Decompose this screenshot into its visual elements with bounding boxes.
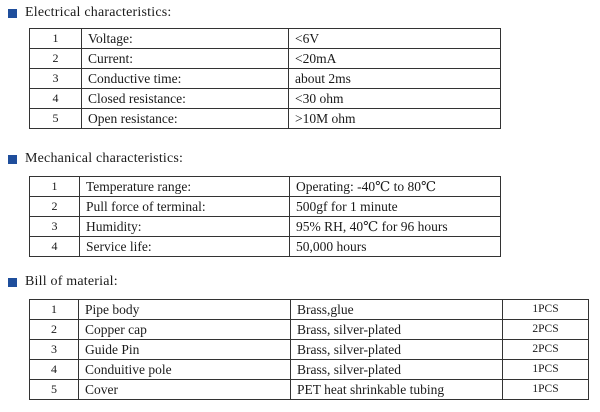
part-name: Cover xyxy=(79,380,291,400)
row-number: 2 xyxy=(30,320,79,340)
row-number: 4 xyxy=(30,237,80,257)
part-quantity: 2PCS xyxy=(503,320,589,340)
table-row xyxy=(30,29,501,49)
param-value: <30 ohm xyxy=(289,89,501,109)
table-row xyxy=(30,177,501,197)
mechanical-title-text: Mechanical characteristics: xyxy=(25,151,184,166)
part-material: Brass, silver-plated xyxy=(291,360,503,380)
param-name: Service life: xyxy=(80,237,290,257)
table-row xyxy=(30,217,501,237)
param-name: Conductive time: xyxy=(82,69,289,89)
table-row xyxy=(30,49,501,69)
param-name: Open resistance: xyxy=(82,109,289,129)
param-name: Closed resistance: xyxy=(82,89,289,109)
table-row xyxy=(30,340,589,360)
part-material: Brass, silver-plated xyxy=(291,320,503,340)
param-value: 50,000 hours xyxy=(290,237,501,257)
mechanical-section-title xyxy=(8,149,183,169)
param-value: >10M ohm xyxy=(289,109,501,129)
param-name: Temperature range: xyxy=(80,177,290,197)
row-number: 3 xyxy=(30,69,82,89)
table-row xyxy=(30,360,589,380)
section-bullet-icon xyxy=(8,155,17,164)
param-value: Operating: -40℃ to 80℃ xyxy=(290,177,501,197)
table-row xyxy=(30,300,589,320)
row-number: 5 xyxy=(30,380,79,400)
row-number: 5 xyxy=(30,109,82,129)
param-value: <20mA xyxy=(289,49,501,69)
row-number: 4 xyxy=(30,360,79,380)
table-row xyxy=(30,197,501,217)
row-number: 2 xyxy=(30,49,82,69)
param-name: Current: xyxy=(82,49,289,69)
part-name: Guide Pin xyxy=(79,340,291,360)
table-row xyxy=(30,89,501,109)
part-material: Brass,glue xyxy=(291,300,503,320)
part-quantity: 1PCS xyxy=(503,380,589,400)
table-row xyxy=(30,320,589,340)
row-number: 3 xyxy=(30,217,80,237)
part-quantity: 1PCS xyxy=(503,300,589,320)
part-material: PET heat shrinkable tubing xyxy=(291,380,503,400)
table-row xyxy=(30,237,501,257)
row-number: 4 xyxy=(30,89,82,109)
row-number: 1 xyxy=(30,177,80,197)
row-number: 1 xyxy=(30,29,82,49)
bom-title-text: Bill of material: xyxy=(25,274,118,289)
section-bullet-icon xyxy=(8,9,17,18)
electrical-table xyxy=(29,28,501,129)
table-row xyxy=(30,380,589,400)
part-name: Pipe body xyxy=(79,300,291,320)
bom-table xyxy=(29,299,589,400)
table-row xyxy=(30,109,501,129)
row-number: 1 xyxy=(30,300,79,320)
bom-section-title xyxy=(8,272,118,292)
row-number: 2 xyxy=(30,197,80,217)
part-quantity: 2PCS xyxy=(503,340,589,360)
param-name: Voltage: xyxy=(82,29,289,49)
part-material: Brass, silver-plated xyxy=(291,340,503,360)
table-row xyxy=(30,69,501,89)
electrical-title-text: Electrical characteristics: xyxy=(25,5,172,20)
param-value: 500gf for 1 minute xyxy=(290,197,501,217)
param-value: 95% RH, 40℃ for 96 hours xyxy=(290,217,501,237)
part-quantity: 1PCS xyxy=(503,360,589,380)
mechanical-table xyxy=(29,176,501,257)
param-name: Pull force of terminal: xyxy=(80,197,290,217)
part-name: Copper cap xyxy=(79,320,291,340)
electrical-section-title xyxy=(8,3,171,23)
section-bullet-icon xyxy=(8,278,17,287)
row-number: 3 xyxy=(30,340,79,360)
param-value: about 2ms xyxy=(289,69,501,89)
param-name: Humidity: xyxy=(80,217,290,237)
part-name: Conduitive pole xyxy=(79,360,291,380)
param-value: <6V xyxy=(289,29,501,49)
